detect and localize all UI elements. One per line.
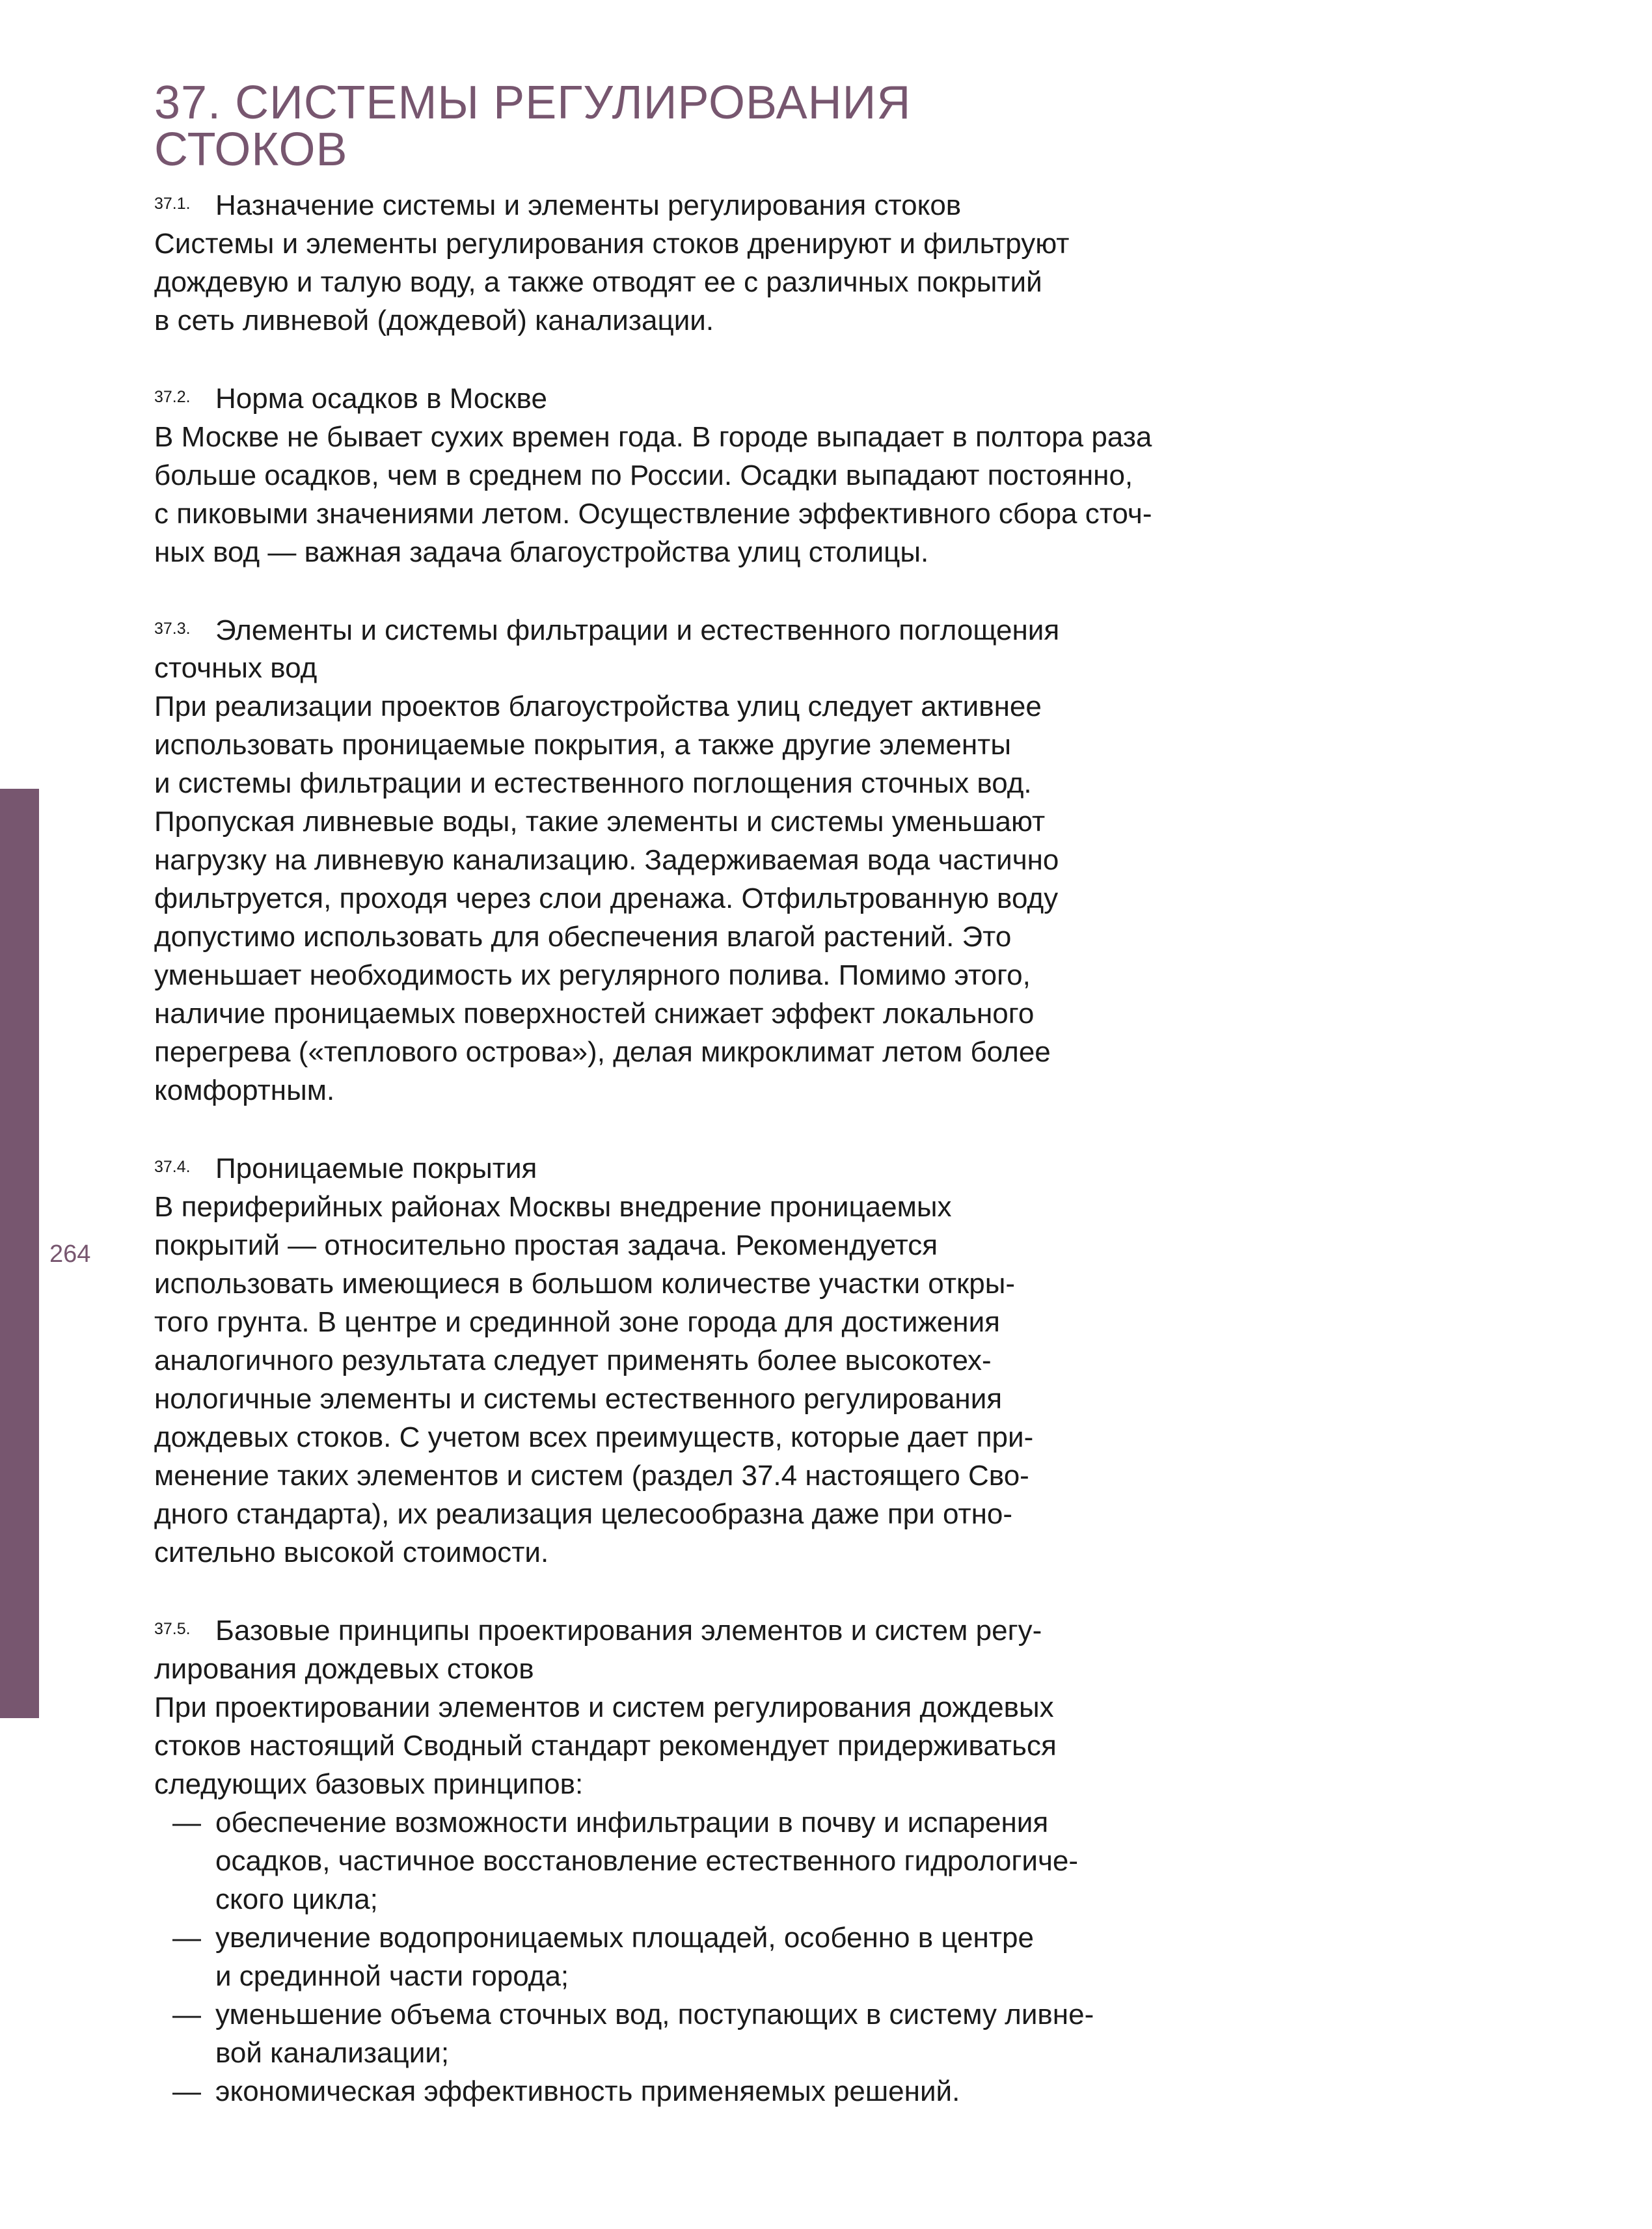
text-line: обеспечение возможности инфильтрации в почву и испарения — [215, 1806, 1049, 1839]
text-line: В периферийных районах Москвы внедрение проницаемых — [154, 1191, 952, 1223]
text-line: в сеть ливневой (дождевой) канализации. — [154, 304, 714, 336]
section-37-2 — [154, 378, 1156, 571]
section-title-line: Элементы и системы фильтрации и естественного поглощения — [215, 614, 1060, 646]
text-line: уменьшает необходимость их регулярного полива. Помимо этого, — [154, 959, 1031, 992]
text-line: нологичные элементы и системы естественного регулирования — [154, 1383, 1003, 1415]
text-line: фильтруется, проходя через слои дренажа. Отфильтрованную воду — [154, 882, 1059, 915]
section-heading — [154, 185, 1156, 225]
section-number: 37.2. — [154, 387, 191, 406]
text-line: наличие проницаемых поверхностей снижает эффект локального — [154, 998, 1035, 1030]
section-37-5 — [154, 1610, 1156, 2111]
section-number: 37.3. — [154, 619, 191, 638]
section-number: 37.4. — [154, 1158, 191, 1177]
section-heading — [154, 610, 1156, 688]
text-line: стоков настоящий Сводный стандарт рекомендует придерживаться — [154, 1729, 1057, 1762]
text-line: аналогичного результата следует применять более высокотех- — [154, 1345, 992, 1376]
text-line: дождевую и талую воду, а также отводят ее с различных покрытий — [154, 266, 1042, 298]
section-title-line: сточных вод — [154, 652, 318, 685]
text-line: уменьшение объема сточных вод, поступающих в систему ливне- — [215, 1998, 1094, 2031]
text-line: При проектировании элементов и систем регулирования дождевых — [154, 1691, 1054, 1723]
text-line: сительно высокой стоимости. — [154, 1537, 549, 1568]
page-content — [154, 79, 1156, 2149]
page-number: 264 — [49, 1240, 91, 1268]
section-body — [154, 1188, 1156, 1572]
text-line: ных вод — важная задача благоустройства улиц столицы. — [154, 536, 929, 568]
section-heading — [154, 378, 1156, 418]
text-line: использовать проницаемые покрытия, а также другие элементы — [154, 729, 1011, 761]
text-line: При реализации проектов благоустройства улиц следует активнее — [154, 691, 1042, 723]
section-body — [154, 225, 1156, 340]
section-number: 37.5. — [154, 1620, 191, 1638]
text-line: и системы фильтрации и естественного поглощения сточных вод. — [154, 767, 1032, 800]
section-body — [154, 1688, 1156, 1803]
section-37-1 — [154, 185, 1156, 340]
section-title-line: лирования дождевых стоков — [154, 1652, 534, 1685]
text-line: вой канализации; — [215, 2036, 450, 2069]
text-line: больше осадков, чем в среднем по России. Осадки выпадают постоянно, — [154, 459, 1133, 491]
text-line: и срединной части города; — [215, 1960, 569, 1992]
dash-marker: — — [172, 1921, 201, 1954]
text-line: допустимо использовать для обеспечения влагой растений. Это — [154, 921, 1012, 953]
text-line: того грунта. В центре и срединной зоне города для достижения — [154, 1306, 1000, 1338]
text-line: экономическая эффективность применяемых решений. — [215, 2075, 960, 2107]
list-item — [154, 1995, 1156, 2072]
dash-marker: — — [172, 1998, 201, 2031]
section-37-3 — [154, 610, 1156, 1110]
dash-marker: — — [172, 2075, 201, 2107]
principles-list — [154, 1803, 1156, 2111]
text-line: менение таких элементов и систем (раздел 37.4 настоящего Сво- — [154, 1460, 1029, 1492]
text-line: увеличение водопроницаемых площадей, особенно в центре — [215, 1921, 1034, 1954]
section-title-line: Проницаемые покрытия — [215, 1153, 537, 1184]
side-color-bar — [0, 789, 39, 1718]
text-line: дождевых стоков. С учетом всех преимуществ, которые дает при- — [154, 1421, 1034, 1453]
section-title-line: Назначение системы и элементы регулирования стоков — [215, 189, 962, 221]
text-line: В Москве не бывает сухих времен года. В городе выпадает в полтора раза — [154, 420, 1152, 453]
section-body — [154, 687, 1156, 1110]
text-line: покрытий — относительно простая задача. Рекомендуется — [154, 1229, 938, 1261]
section-heading — [154, 1148, 1156, 1188]
list-item — [154, 1803, 1156, 1919]
section-title-line: Норма осадков в Москве — [215, 382, 547, 415]
text-line: Пропуская ливневые воды, такие элементы и системы уменьшают — [154, 806, 1046, 838]
list-item — [154, 1919, 1156, 1995]
section-title-line: Базовые принципы проектирования элементов и систем регу- — [215, 1614, 1042, 1647]
text-line: нагрузку на ливневую канализацию. Задерживаемая вода частично — [154, 844, 1059, 877]
text-line: ского цикла; — [215, 1883, 378, 1915]
section-37-4 — [154, 1148, 1156, 1572]
text-line: осадков, частичное восстановление естественного гидрологиче- — [215, 1844, 1079, 1877]
section-heading — [154, 1610, 1156, 1688]
text-line: с пиковыми значениями летом. Осуществление эффективного сбора сточ- — [154, 497, 1152, 530]
text-line: Системы и элементы регулирования стоков дренируют и фильтруют — [154, 227, 1070, 260]
text-line: использовать имеющиеся в большом количестве участки откры- — [154, 1268, 1015, 1300]
text-line: следующих базовых принципов: — [154, 1768, 584, 1800]
section-number: 37.1. — [154, 195, 191, 213]
text-line: перегрева («теплового острова»), делая микроклимат летом более — [154, 1036, 1051, 1069]
text-line: комфортным. — [154, 1074, 335, 1107]
section-body — [154, 418, 1156, 571]
dash-marker: — — [172, 1806, 201, 1839]
text-line: дного стандарта), их реализация целесообразна даже при отно- — [154, 1498, 1013, 1530]
list-item — [154, 2072, 1156, 2111]
chapter-title: 37. СИСТЕМЫ РЕГУЛИРОВАНИЯ СТОКОВ — [154, 77, 912, 176]
